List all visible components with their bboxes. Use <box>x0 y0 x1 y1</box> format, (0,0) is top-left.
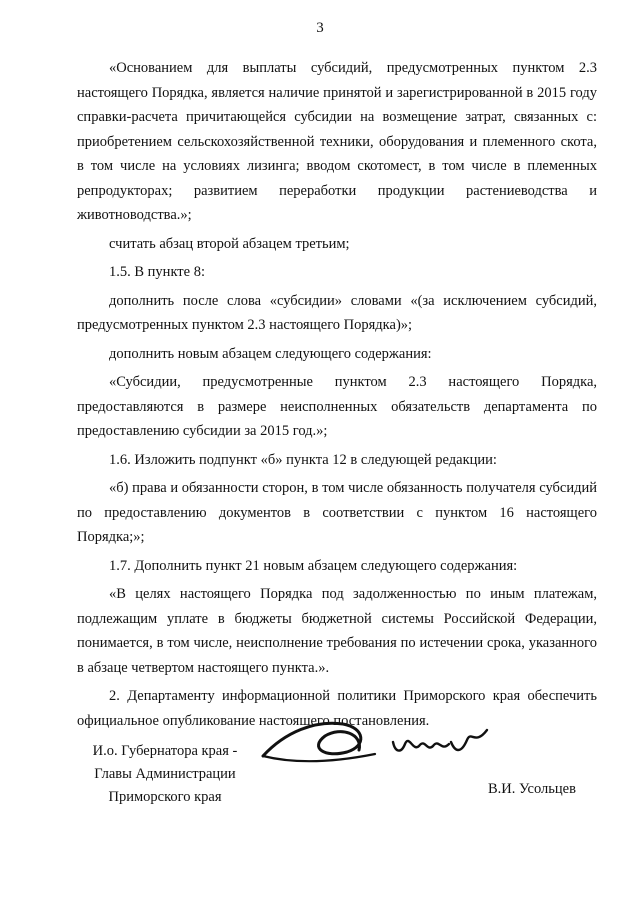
signatory-title-line: Главы Администрации <box>94 766 236 782</box>
paragraph: 1.5. В пункте 8: <box>109 264 205 280</box>
handwritten-signature <box>255 712 495 782</box>
paragraph: «Субсидии, предусмотренные пунктом 2.3 настоящего Порядка, предоставляются в размере неисполненных обязательств департамента по предоставлению субсидии за 2015 год.»; <box>77 374 597 439</box>
paragraph: 2. Департаменту информационной политики Приморского края обеспечить официальное опубликование настоящего постановления. <box>77 688 597 729</box>
paragraph: считать абзац второй абзацем третьим; <box>109 235 350 252</box>
signature-block <box>0 700 640 820</box>
paragraph: 1.6. Изложить подпункт «б» пункта 12 в следующей редакции: <box>109 451 497 468</box>
signatory-title-line: Приморского края <box>108 789 222 805</box>
document-body <box>77 56 597 733</box>
signatory-title-line: И.о. Губернатора края - <box>92 743 238 759</box>
paragraph: дополнить новым абзацем следующего содержания: <box>109 345 432 362</box>
signatory-title <box>80 740 250 809</box>
page-number: 3 <box>316 20 324 36</box>
paragraph: «Основанием для выплаты субсидий, предусмотренных пунктом 2.3 настоящего Порядка, является наличие принятой и зарегистрированной в 2015 году справки-расчета причитающейся субсидии на возмещение затрат, связанных с: приобретением сельскохозяйственной техники, оборудования и племенного скота, в том числе на условиях лизинга; вводом скотомест, в том числе в племенных репродукторах; развитием переработки продукции растениеводства и животноводства.»; <box>77 60 597 223</box>
paragraph: 1.7. Дополнить пункт 21 новым абзацем следующего содержания: <box>109 557 518 574</box>
paragraph: дополнить после слова «субсидии» словами «(за исключением субсидий, предусмотренных пунктом 2.3 настоящего Порядка)»; <box>77 292 597 333</box>
signatory-name: В.И. Усольцев <box>488 781 576 797</box>
paragraph: «б) права и обязанности сторон, в том числе обязанность получателя субсидий по предоставлению документов в соответствии с пунктом 16 настоящего Порядка;»; <box>77 480 597 545</box>
paragraph: «В целях настоящего Порядка под задолженностью по иным платежам, подлежащим уплате в бюджеты бюджетной системы Российской Федерации, понимается, в том числе, неисполнение требования по истечении срока, указанного в абзаце четвертом настоящего пункта.». <box>77 586 597 676</box>
